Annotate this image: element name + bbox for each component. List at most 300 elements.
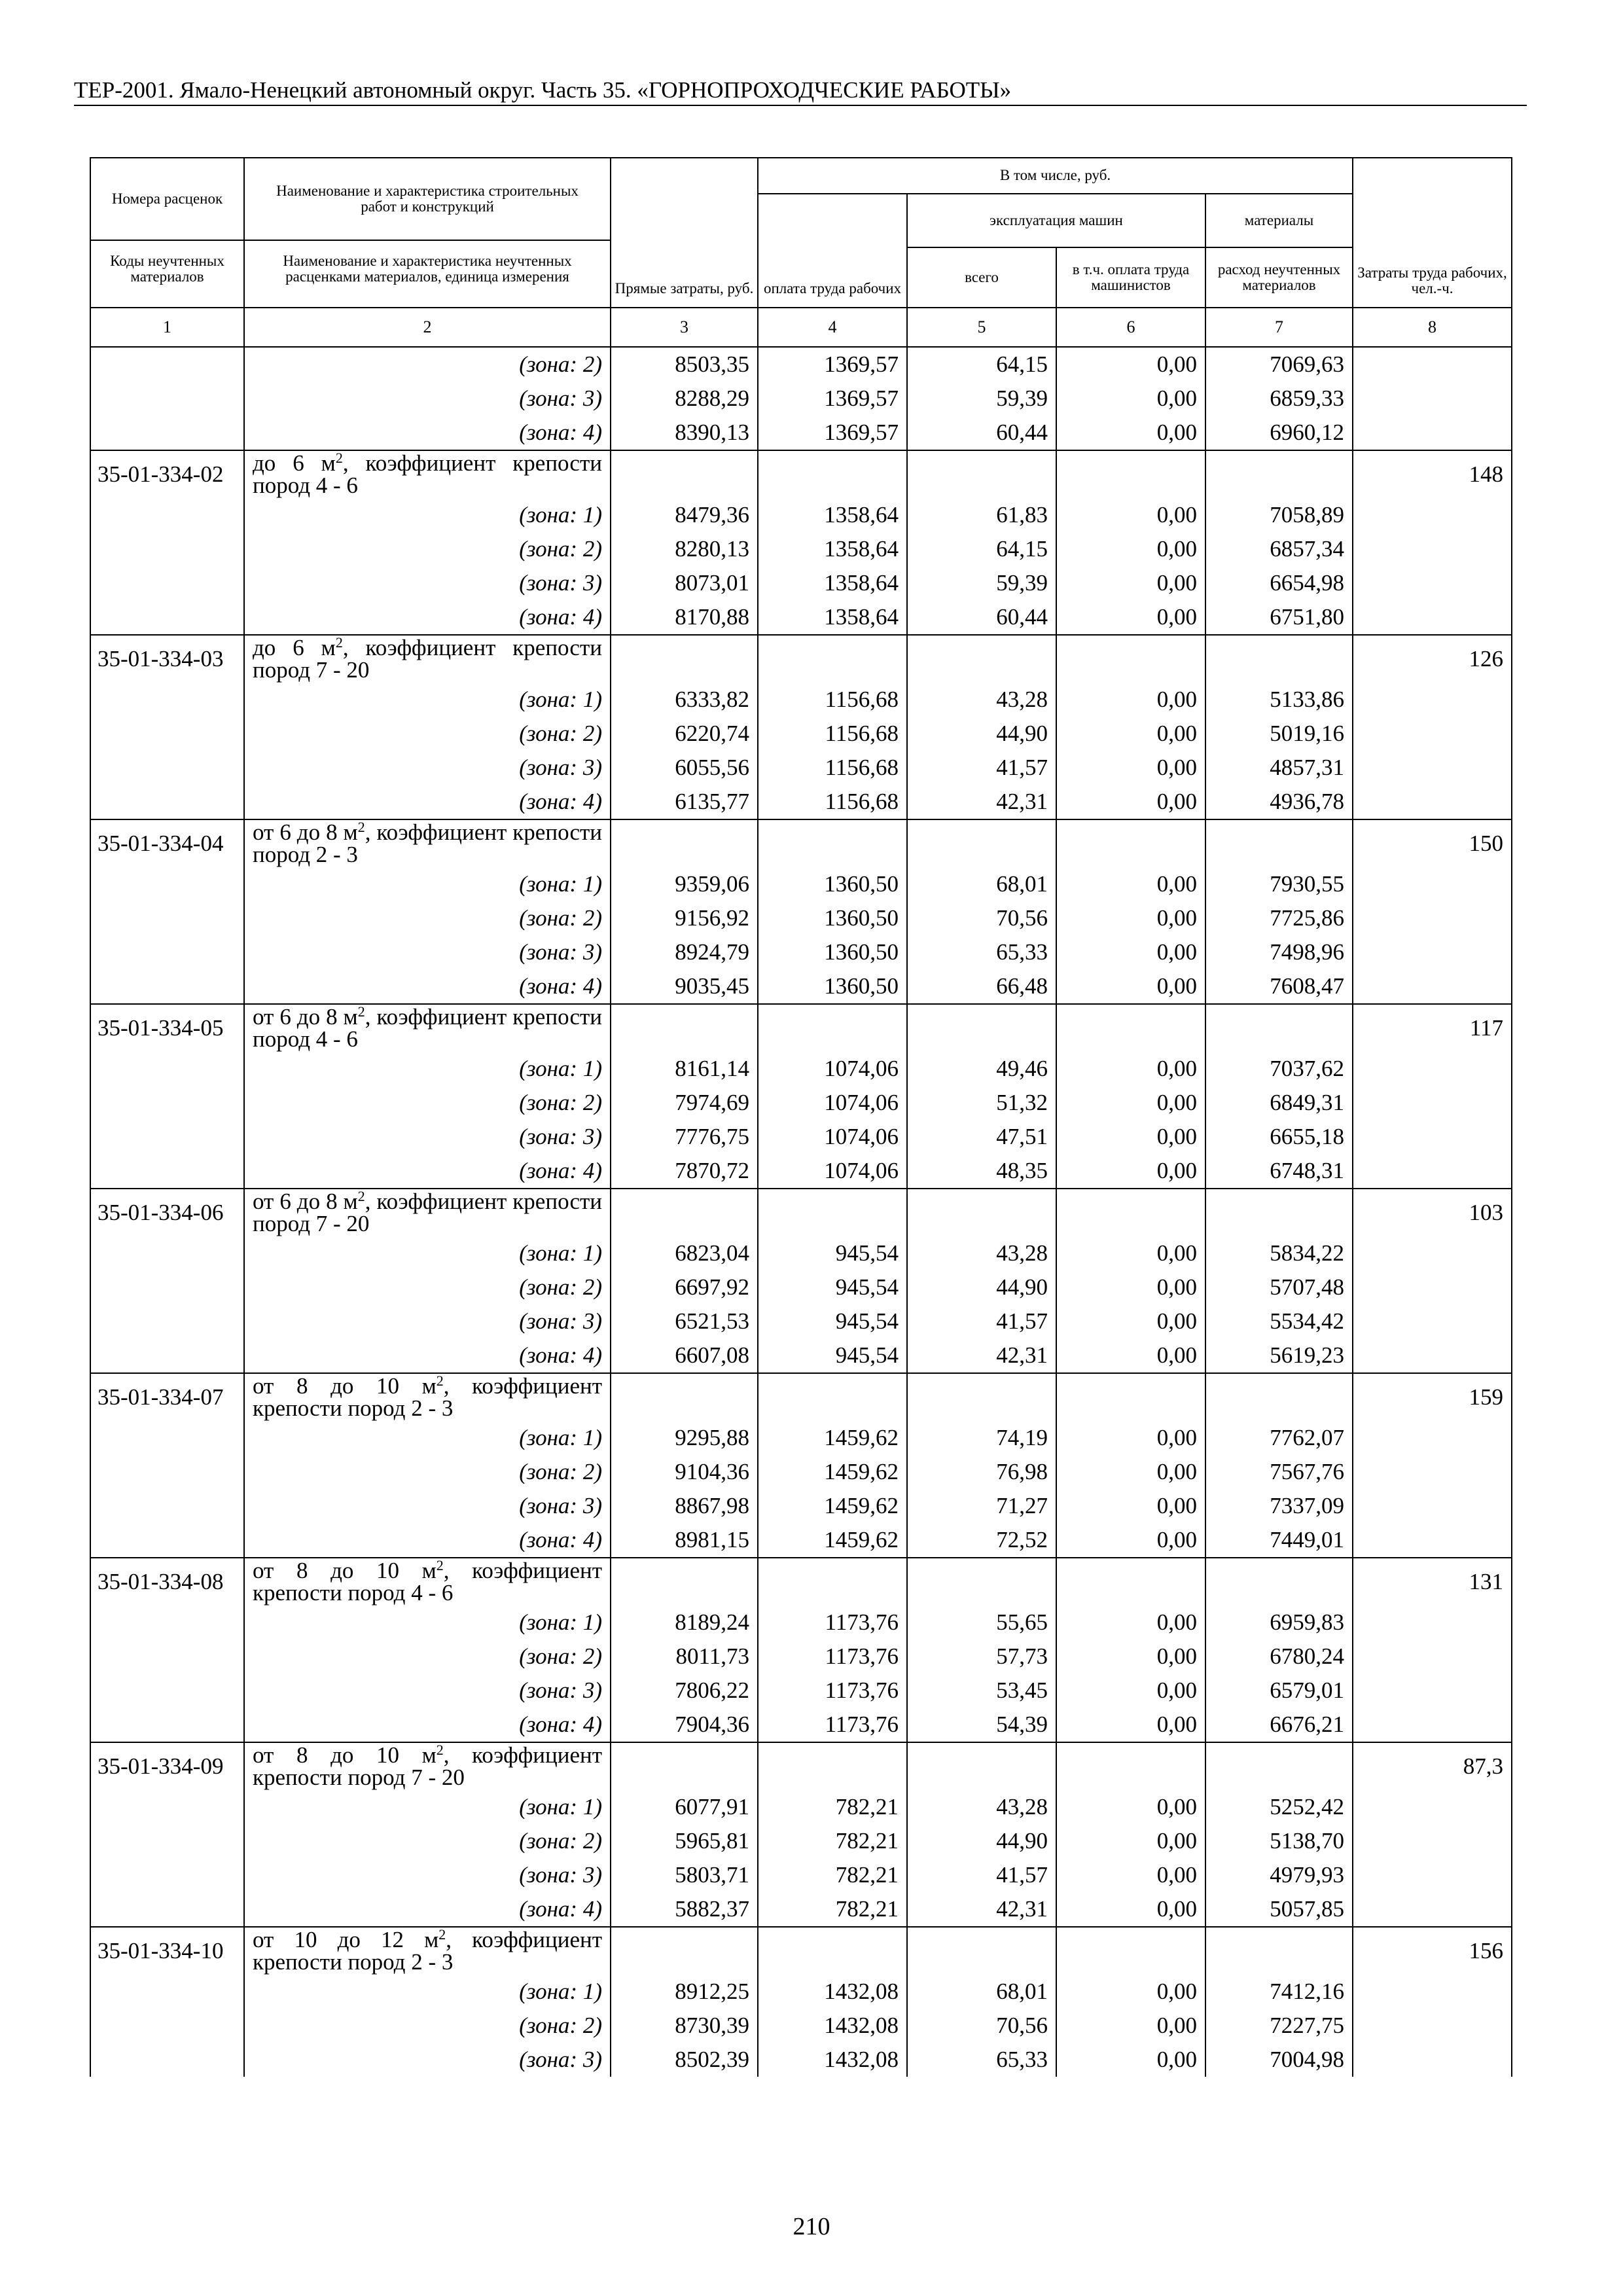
empty-cell	[1353, 1640, 1512, 1674]
materials-cost: 6780,24	[1205, 1640, 1353, 1674]
empty-cell	[758, 450, 907, 498]
item-description-start: от 8 до 10 м	[253, 1742, 437, 1768]
direct-cost: 9104,36	[611, 1455, 758, 1489]
labor-pay: 1173,76	[758, 1674, 907, 1708]
machines-total: 64,15	[907, 532, 1056, 566]
labor-hours: 148	[1353, 450, 1512, 498]
labor-pay: 1459,62	[758, 1455, 907, 1489]
labor-pay: 1432,08	[758, 1975, 907, 2009]
direct-cost: 5803,71	[611, 1858, 758, 1892]
zone-row	[90, 785, 1512, 819]
item-code: 35-01-334-06	[90, 1189, 244, 1236]
empty-cell	[1353, 1708, 1512, 1742]
machines-total: 53,45	[907, 1674, 1056, 1708]
direct-cost: 6077,91	[611, 1790, 758, 1824]
empty-cell	[90, 2043, 244, 2077]
item-code: 35-01-334-10	[90, 1927, 244, 1975]
empty-cell	[90, 1304, 244, 1338]
empty-cell	[611, 1742, 758, 1790]
empty-cell	[1353, 416, 1512, 450]
machinists-pay: 0,00	[1056, 566, 1205, 600]
header-col3: Прямые затраты, руб.	[611, 158, 758, 308]
empty-cell	[90, 1270, 244, 1304]
table-header	[90, 158, 1512, 347]
labor-pay: 945,54	[758, 1236, 907, 1270]
machines-total: 54,39	[907, 1708, 1056, 1742]
machinists-pay: 0,00	[1056, 935, 1205, 969]
materials-cost: 6751,80	[1205, 600, 1353, 635]
empty-cell	[907, 1742, 1056, 1790]
empty-cell	[1353, 2009, 1512, 2043]
machinists-pay: 0,00	[1056, 1154, 1205, 1189]
zone-label: (зона: 1)	[244, 867, 611, 901]
materials-cost: 7567,76	[1205, 1455, 1353, 1489]
machines-total: 44,90	[907, 717, 1056, 751]
machines-total: 41,57	[907, 1858, 1056, 1892]
item-description-start: от 8 до 10 м	[253, 1558, 437, 1583]
empty-cell	[90, 1858, 244, 1892]
column-number: 4	[758, 308, 907, 347]
machinists-pay: 0,00	[1056, 2043, 1205, 2077]
empty-cell	[90, 1421, 244, 1455]
empty-cell	[90, 901, 244, 935]
labor-pay: 1369,57	[758, 416, 907, 450]
labor-hours: 87,3	[1353, 1742, 1512, 1790]
machines-total: 55,65	[907, 1605, 1056, 1640]
empty-cell	[907, 1373, 1056, 1421]
direct-cost: 6220,74	[611, 717, 758, 751]
zone-row	[90, 416, 1512, 450]
zone-row	[90, 600, 1512, 635]
empty-cell	[611, 1189, 758, 1236]
running-header: ТЕР-2001. Ямало-Ненецкий автономный округ. Часть 35. «ГОРНОПРОХОДЧЕСКИЕ РАБОТЫ»	[74, 77, 1012, 103]
empty-cell	[1353, 1824, 1512, 1858]
machinists-pay: 0,00	[1056, 600, 1205, 635]
empty-cell	[1353, 1304, 1512, 1338]
labor-pay: 1360,50	[758, 969, 907, 1004]
empty-cell	[1056, 635, 1205, 683]
labor-pay: 1074,06	[758, 1120, 907, 1154]
empty-cell	[1205, 450, 1353, 498]
machines-total: 47,51	[907, 1120, 1056, 1154]
unit-superscript: 2	[357, 1188, 365, 1204]
machinists-pay: 0,00	[1056, 1892, 1205, 1927]
column-number: 8	[1353, 308, 1512, 347]
item-description-start: до 6 м	[253, 635, 336, 660]
labor-pay: 1459,62	[758, 1489, 907, 1523]
empty-cell	[1353, 566, 1512, 600]
unit-superscript: 2	[438, 1926, 446, 1943]
machines-total: 49,46	[907, 1052, 1056, 1086]
zone-label: (зона: 3)	[244, 935, 611, 969]
empty-cell	[90, 969, 244, 1004]
item-description-end: , коэффициент крепости пород 7 - 20	[253, 635, 602, 683]
empty-cell	[90, 1790, 244, 1824]
empty-cell	[90, 416, 244, 450]
item-description	[244, 1373, 611, 1421]
machinists-pay: 0,00	[1056, 1236, 1205, 1270]
machines-total: 43,28	[907, 683, 1056, 717]
machinists-pay: 0,00	[1056, 1858, 1205, 1892]
labor-hours: 103	[1353, 1189, 1512, 1236]
machines-total: 48,35	[907, 1154, 1056, 1189]
materials-cost: 7412,16	[1205, 1975, 1353, 2009]
zone-label: (зона: 4)	[244, 1338, 611, 1373]
materials-cost: 7930,55	[1205, 867, 1353, 901]
empty-cell	[1353, 1052, 1512, 1086]
direct-cost: 5965,81	[611, 1824, 758, 1858]
empty-cell	[1205, 1004, 1353, 1052]
machinists-pay: 0,00	[1056, 382, 1205, 416]
zone-label: (зона: 3)	[244, 751, 611, 785]
zone-row	[90, 867, 1512, 901]
price-table	[90, 157, 1512, 2077]
direct-cost: 6697,92	[611, 1270, 758, 1304]
zone-label: (зона: 3)	[244, 1858, 611, 1892]
machinists-pay: 0,00	[1056, 1338, 1205, 1373]
machines-total: 60,44	[907, 416, 1056, 450]
machinists-pay: 0,00	[1056, 1640, 1205, 1674]
machinists-pay: 0,00	[1056, 1790, 1205, 1824]
direct-cost: 8161,14	[611, 1052, 758, 1086]
empty-cell	[90, 1455, 244, 1489]
machinists-pay: 0,00	[1056, 1086, 1205, 1120]
machines-total: 42,31	[907, 1338, 1056, 1373]
empty-cell	[1205, 1742, 1353, 1790]
materials-cost: 6960,12	[1205, 416, 1353, 450]
empty-cell	[1353, 347, 1512, 382]
labor-pay: 1432,08	[758, 2009, 907, 2043]
materials-cost: 7725,86	[1205, 901, 1353, 935]
machines-total: 44,90	[907, 1824, 1056, 1858]
item-row	[90, 1004, 1512, 1052]
machines-total: 70,56	[907, 901, 1056, 935]
labor-pay: 1358,64	[758, 498, 907, 532]
labor-pay: 1074,06	[758, 1086, 907, 1120]
empty-cell	[1353, 1523, 1512, 1558]
empty-cell	[90, 1154, 244, 1189]
item-description-end: , коэффициент крепости пород 7 - 20	[253, 1742, 603, 1790]
direct-cost: 9156,92	[611, 901, 758, 935]
machines-total: 72,52	[907, 1523, 1056, 1558]
labor-hours: 126	[1353, 635, 1512, 683]
direct-cost: 8170,88	[611, 600, 758, 635]
machines-total: 51,32	[907, 1086, 1056, 1120]
empty-cell	[1353, 1489, 1512, 1523]
empty-cell	[1353, 683, 1512, 717]
machines-total: 42,31	[907, 1892, 1056, 1927]
materials-cost: 5019,16	[1205, 717, 1353, 751]
machinists-pay: 0,00	[1056, 1523, 1205, 1558]
materials-cost: 6655,18	[1205, 1120, 1353, 1154]
empty-cell	[758, 1558, 907, 1605]
materials-cost: 7337,09	[1205, 1489, 1353, 1523]
unit-superscript: 2	[436, 1372, 444, 1389]
empty-cell	[1353, 382, 1512, 416]
direct-cost: 8479,36	[611, 498, 758, 532]
header-col8: Затраты труда рабочих, чел.-ч.	[1353, 158, 1512, 308]
labor-pay: 1156,68	[758, 785, 907, 819]
item-description	[244, 1004, 611, 1052]
direct-cost: 8073,01	[611, 566, 758, 600]
labor-pay: 1156,68	[758, 717, 907, 751]
zone-label: (зона: 2)	[244, 1455, 611, 1489]
empty-cell	[90, 1640, 244, 1674]
item-row	[90, 1189, 1512, 1236]
labor-pay: 1173,76	[758, 1708, 907, 1742]
direct-cost: 8924,79	[611, 935, 758, 969]
empty-cell	[1353, 901, 1512, 935]
materials-cost: 7227,75	[1205, 2009, 1353, 2043]
item-description-end: , коэффициент крепости пород 4 - 6	[253, 1004, 603, 1052]
header-col4: оплата труда рабочих	[758, 194, 907, 308]
empty-cell	[1353, 1270, 1512, 1304]
empty-cell	[90, 498, 244, 532]
machinists-pay: 0,00	[1056, 785, 1205, 819]
materials-cost: 7762,07	[1205, 1421, 1353, 1455]
empty-cell	[611, 1927, 758, 1975]
item-row	[90, 1558, 1512, 1605]
empty-cell	[90, 751, 244, 785]
machinists-pay: 0,00	[1056, 969, 1205, 1004]
machines-total: 59,39	[907, 566, 1056, 600]
empty-cell	[90, 600, 244, 635]
machinists-pay: 0,00	[1056, 1421, 1205, 1455]
zone-row	[90, 1154, 1512, 1189]
empty-cell	[907, 1189, 1056, 1236]
labor-pay: 945,54	[758, 1270, 907, 1304]
zone-label: (зона: 1)	[244, 1790, 611, 1824]
direct-cost: 8011,73	[611, 1640, 758, 1674]
machinists-pay: 0,00	[1056, 751, 1205, 785]
labor-hours: 150	[1353, 819, 1512, 867]
empty-cell	[1353, 1236, 1512, 1270]
empty-cell	[1353, 1892, 1512, 1927]
machines-total: 66,48	[907, 969, 1056, 1004]
machinists-pay: 0,00	[1056, 1270, 1205, 1304]
empty-cell	[907, 1558, 1056, 1605]
empty-cell	[1205, 1927, 1353, 1975]
empty-cell	[90, 382, 244, 416]
header-cell	[90, 158, 244, 308]
labor-hours: 117	[1353, 1004, 1512, 1052]
materials-cost: 4979,93	[1205, 1858, 1353, 1892]
empty-cell	[90, 1120, 244, 1154]
item-code: 35-01-334-04	[90, 819, 244, 867]
labor-pay: 1173,76	[758, 1605, 907, 1640]
zone-row	[90, 1523, 1512, 1558]
empty-cell	[1353, 867, 1512, 901]
zone-label: (зона: 4)	[244, 1892, 611, 1927]
empty-cell	[1353, 1421, 1512, 1455]
item-description	[244, 1558, 611, 1605]
empty-cell	[90, 1052, 244, 1086]
zone-row	[90, 1605, 1512, 1640]
direct-cost: 6055,56	[611, 751, 758, 785]
machines-total: 68,01	[907, 867, 1056, 901]
labor-pay: 1156,68	[758, 751, 907, 785]
item-description-start: до 6 м	[253, 450, 336, 476]
empty-cell	[90, 1892, 244, 1927]
machinists-pay: 0,00	[1056, 1708, 1205, 1742]
direct-cost: 8867,98	[611, 1489, 758, 1523]
zone-row	[90, 1892, 1512, 1927]
zone-label: (зона: 3)	[244, 1304, 611, 1338]
zone-row	[90, 751, 1512, 785]
empty-cell	[907, 450, 1056, 498]
zone-row	[90, 2009, 1512, 2043]
zone-row	[90, 1455, 1512, 1489]
item-description-start: от 6 до 8 м	[253, 819, 358, 845]
empty-cell	[907, 635, 1056, 683]
empty-cell	[1353, 1455, 1512, 1489]
materials-cost: 6857,34	[1205, 532, 1353, 566]
empty-cell	[1056, 1742, 1205, 1790]
header-materials: материалы	[1205, 194, 1353, 247]
empty-cell	[90, 867, 244, 901]
empty-cell	[1056, 1189, 1205, 1236]
empty-cell	[758, 1189, 907, 1236]
zone-label: (зона: 3)	[244, 1489, 611, 1523]
zone-label: (зона: 4)	[244, 1708, 611, 1742]
item-description-start: от 10 до 12 м	[253, 1927, 439, 1952]
direct-cost: 7776,75	[611, 1120, 758, 1154]
labor-pay: 1074,06	[758, 1154, 907, 1189]
zone-row	[90, 683, 1512, 717]
item-description	[244, 1742, 611, 1790]
machinists-pay: 0,00	[1056, 1120, 1205, 1154]
machinists-pay: 0,00	[1056, 1052, 1205, 1086]
zone-label: (зона: 4)	[244, 785, 611, 819]
empty-cell	[1205, 819, 1353, 867]
unit-superscript: 2	[335, 634, 343, 651]
item-description	[244, 635, 611, 683]
item-description-end: , коэффициент крепости пород 7 - 20	[253, 1189, 603, 1236]
direct-cost: 7870,72	[611, 1154, 758, 1189]
zone-row	[90, 1708, 1512, 1742]
header-col1-bottom: Коды неучтенных материалов	[110, 252, 224, 285]
machines-total: 57,73	[907, 1640, 1056, 1674]
labor-pay: 1173,76	[758, 1640, 907, 1674]
materials-cost: 5834,22	[1205, 1236, 1353, 1270]
item-row	[90, 1742, 1512, 1790]
machinists-pay: 0,00	[1056, 683, 1205, 717]
zone-label: (зона: 2)	[244, 532, 611, 566]
materials-cost: 6859,33	[1205, 382, 1353, 416]
materials-cost: 5252,42	[1205, 1790, 1353, 1824]
machines-total: 41,57	[907, 751, 1056, 785]
machinists-pay: 0,00	[1056, 867, 1205, 901]
empty-cell	[611, 819, 758, 867]
direct-cost: 8912,25	[611, 1975, 758, 2009]
direct-cost: 6135,77	[611, 785, 758, 819]
direct-cost: 8502,39	[611, 2043, 758, 2077]
header-col2-top: Наименование и характеристика строительных работ и конструкций	[245, 158, 610, 241]
empty-cell	[90, 1708, 244, 1742]
zone-row	[90, 1858, 1512, 1892]
direct-cost: 8981,15	[611, 1523, 758, 1558]
machines-total: 41,57	[907, 1304, 1056, 1338]
empty-cell	[1353, 1086, 1512, 1120]
item-description-end: , коэффициент крепости пород 2 - 3	[253, 1927, 603, 1975]
empty-cell	[1056, 450, 1205, 498]
direct-cost: 9035,45	[611, 969, 758, 1004]
zone-row	[90, 382, 1512, 416]
empty-cell	[1353, 751, 1512, 785]
machinists-pay: 0,00	[1056, 498, 1205, 532]
empty-cell	[1353, 1120, 1512, 1154]
empty-cell	[1056, 819, 1205, 867]
empty-cell	[1353, 1790, 1512, 1824]
empty-cell	[1056, 1558, 1205, 1605]
empty-cell	[1353, 532, 1512, 566]
zone-label: (зона: 1)	[244, 683, 611, 717]
zone-row	[90, 1640, 1512, 1674]
labor-pay: 945,54	[758, 1304, 907, 1338]
zone-row	[90, 1674, 1512, 1708]
zone-label: (зона: 2)	[244, 901, 611, 935]
materials-cost: 5534,42	[1205, 1304, 1353, 1338]
empty-cell	[1353, 1605, 1512, 1640]
header-col7: расход неучтенных материалов	[1205, 247, 1353, 308]
item-description-start: от 6 до 8 м	[253, 1004, 358, 1030]
labor-hours: 159	[1353, 1373, 1512, 1421]
machinists-pay: 0,00	[1056, 1975, 1205, 2009]
column-number: 1	[90, 308, 244, 347]
machines-total: 44,90	[907, 1270, 1056, 1304]
direct-cost: 7974,69	[611, 1086, 758, 1120]
empty-cell	[90, 785, 244, 819]
column-number: 7	[1205, 308, 1353, 347]
item-code: 35-01-334-02	[90, 450, 244, 498]
machinists-pay: 0,00	[1056, 1824, 1205, 1858]
machinists-pay: 0,00	[1056, 532, 1205, 566]
item-code: 35-01-334-08	[90, 1558, 244, 1605]
header-col1-top: Номера расценок	[91, 158, 243, 241]
zone-label: (зона: 3)	[244, 382, 611, 416]
zone-row	[90, 566, 1512, 600]
item-description-end: , коэффициент крепости пород 4 - 6	[253, 450, 602, 498]
zone-label: (зона: 1)	[244, 1052, 611, 1086]
zone-label: (зона: 4)	[244, 600, 611, 635]
direct-cost: 9359,06	[611, 867, 758, 901]
empty-cell	[90, 717, 244, 751]
machines-total: 76,98	[907, 1455, 1056, 1489]
machines-total: 59,39	[907, 382, 1056, 416]
materials-cost: 7069,63	[1205, 347, 1353, 382]
empty-cell	[1205, 1189, 1353, 1236]
empty-cell	[611, 1004, 758, 1052]
zone-row	[90, 347, 1512, 382]
direct-cost: 7806,22	[611, 1674, 758, 1708]
zone-row	[90, 1304, 1512, 1338]
zone-row	[90, 1120, 1512, 1154]
empty-cell	[90, 1338, 244, 1373]
zone-label: (зона: 2)	[244, 2009, 611, 2043]
materials-cost: 4936,78	[1205, 785, 1353, 819]
machinists-pay: 0,00	[1056, 416, 1205, 450]
zone-row	[90, 2043, 1512, 2077]
header-incl: В том числе, руб.	[758, 158, 1353, 194]
zone-row	[90, 1270, 1512, 1304]
labor-pay: 945,54	[758, 1338, 907, 1373]
zone-row	[90, 1790, 1512, 1824]
item-code: 35-01-334-09	[90, 1742, 244, 1790]
direct-cost: 8280,13	[611, 532, 758, 566]
zone-label: (зона: 1)	[244, 1605, 611, 1640]
direct-cost: 7904,36	[611, 1708, 758, 1742]
empty-cell	[90, 1523, 244, 1558]
